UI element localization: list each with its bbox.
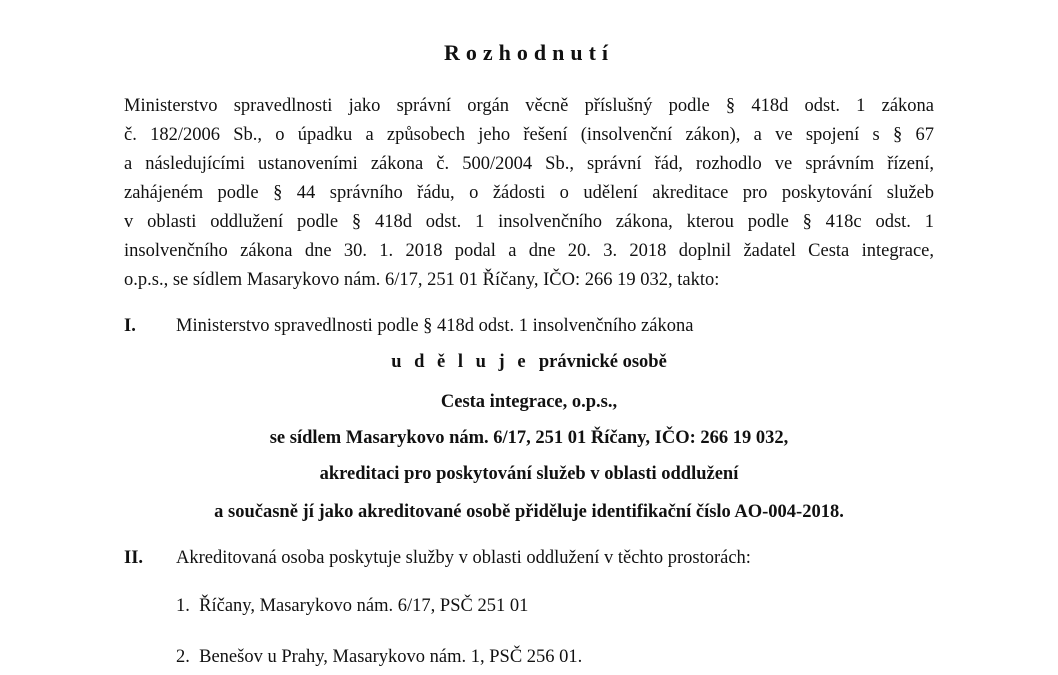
- list-item-text: Benešov u Prahy, Masarykovo nám. 1, PSČ 256 01.: [199, 647, 583, 667]
- grant-rest: právnické osobě: [538, 352, 667, 372]
- grant-line: [0, 352, 1058, 373]
- list-item: [176, 596, 528, 617]
- list-item-number: 2.: [176, 647, 190, 667]
- intro-line: o.p.s., se sídlem Masarykovo nám. 6/17, 251 01 Říčany, IČO: 266 19 032, takto:: [124, 270, 720, 290]
- entity-name: Cesta integrace, o.p.s.,: [440, 392, 618, 412]
- list-item-number: 1.: [176, 596, 190, 616]
- grant-word: u d ě l u j e: [391, 352, 530, 372]
- intro-line: a následujícími ustanoveními zákona č. 500/2004 Sb., správní řád, rozhodlo ve správním řízení,: [124, 154, 934, 174]
- list-item: [176, 647, 582, 668]
- section-1-text: Ministerstvo spravedlnosti podle § 418d odst. 1 insolvenčního zákona: [176, 316, 694, 336]
- intro-line: v oblasti oddlužení podle § 418d odst. 1 insolvenčního zákona, kterou podle § 418c odst. 1: [124, 212, 934, 232]
- document-title: Rozhodnutí: [443, 40, 615, 65]
- accreditation-line: akreditaci pro poskytování služeb v oblasti oddlužení: [319, 464, 739, 484]
- intro-line: zahájeném podle § 44 správního řádu, o žádosti o udělení akreditace pro poskytování služeb: [124, 183, 934, 203]
- id-assignment-line: a současně jí jako akreditované osobě přiděluje identifikační číslo AO-004-2018.: [214, 502, 844, 522]
- intro-line: Ministerstvo spravedlnosti jako správní orgán věcně příslušný podle § 418d odst. 1 zákona: [124, 96, 934, 116]
- intro-paragraph: [124, 92, 934, 295]
- intro-line: insolvenčního zákona dne 30. 1. 2018 podal a dne 20. 3. 2018 doplnil žadatel Cesta integrace,: [124, 241, 934, 261]
- section-1-number: I.: [124, 316, 136, 336]
- entity-address: se sídlem Masarykovo nám. 6/17, 251 01 Říčany, IČO: 266 19 032,: [269, 428, 789, 448]
- section-2-number: II.: [124, 548, 144, 568]
- section-2-text: Akreditovaná osoba poskytuje služby v oblasti oddlužení v těchto prostorách:: [176, 548, 751, 568]
- list-item-text: Říčany, Masarykovo nám. 6/17, PSČ 251 01: [199, 596, 529, 616]
- intro-line: č. 182/2006 Sb., o úpadku a způsobech jeho řešení (insolvenční zákon), a ve spojení s § 67: [124, 125, 934, 145]
